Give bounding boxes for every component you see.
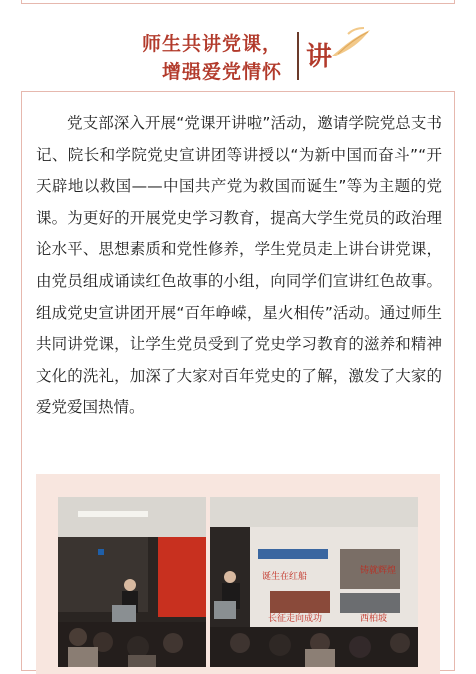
article-paragraph: 党支部深入开展“党课开讲啦”活动，邀请学院党总支书记、院长和学院党史宣讲团等讲授以“为新中国而奋斗”“开天辟地以救国——中国共产党为救国而诞生”等为主题的党课。为更好的开展党史学习教育，提高大学生党员的政治理论水平、思想素质和党性修养，学生党员走上讲台讲党课，由党员组成诵读红色故事的小组，向同学们宣讲红色故事。组成党史宣讲团开展“百年峥嵘，星火相传”活动。通过师生共同讲党课，让学生党员受到了党史学习教育的滋养和精神文化的洗礼，加深了大家对百年党史的了解，激发了大家的爱党爱国热情。: [36, 114, 442, 417]
previous-card-edge: [21, 0, 455, 4]
slide-label-2: 铸就辉煌: [360, 566, 397, 576]
heading-divider: [297, 32, 299, 80]
slide-label-1: 诞生在红船: [262, 572, 308, 582]
feather-icon: [328, 26, 374, 60]
slide-label-3: 长征走向成功: [268, 614, 323, 624]
lecture-photo-right: [210, 497, 418, 667]
heading-character: 讲: [306, 42, 333, 72]
section-heading: [0, 24, 476, 84]
slide-label-4: 西柏坡: [360, 614, 388, 624]
lecture-photo-left: [58, 497, 206, 667]
heading-text: [142, 30, 282, 86]
heading-line-2: 增强爱党情怀: [161, 61, 282, 83]
heading-line-1: 师生共讲党课，: [141, 33, 282, 55]
